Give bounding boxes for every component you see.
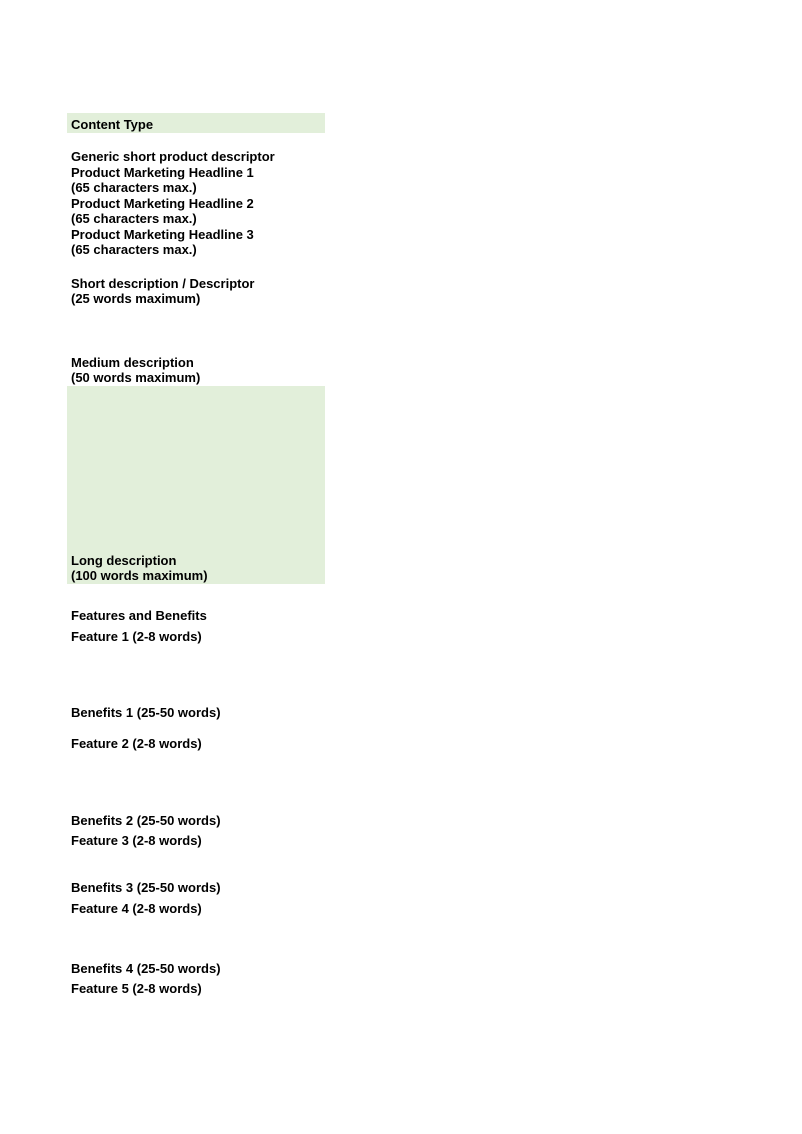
benefits-3-label: Benefits 3 (25-50 words) xyxy=(71,880,221,895)
benefits-1-label: Benefits 1 (25-50 words) xyxy=(71,705,221,720)
feature-2-label: Feature 2 (2-8 words) xyxy=(71,736,202,751)
feature-1-label: Feature 1 (2-8 words) xyxy=(71,629,202,644)
long-description-label: Long description (100 words maximum) xyxy=(71,553,208,584)
feature-3-label: Feature 3 (2-8 words) xyxy=(71,833,202,848)
headline-3-label: Product Marketing Headline 3 (65 characters max.) xyxy=(71,227,254,258)
generic-descriptor-label: Generic short product descriptor xyxy=(71,149,275,164)
feature-5-label: Feature 5 (2-8 words) xyxy=(71,981,202,996)
headline-1-label: Product Marketing Headline 1 (65 characters max.) xyxy=(71,165,254,196)
benefits-2-label: Benefits 2 (25-50 words) xyxy=(71,813,221,828)
content-type-header: Content Type xyxy=(71,117,154,132)
headline-2-label: Product Marketing Headline 2 (65 characters max.) xyxy=(71,196,254,227)
medium-description-label: Medium description (50 words maximum) xyxy=(71,355,201,386)
benefits-4-label: Benefits 4 (25-50 words) xyxy=(71,961,221,976)
feature-4-label: Feature 4 (2-8 words) xyxy=(71,901,202,916)
features-and-benefits-heading: Features and Benefits xyxy=(71,608,207,623)
short-description-label: Short description / Descriptor (25 words maximum) xyxy=(71,276,255,307)
